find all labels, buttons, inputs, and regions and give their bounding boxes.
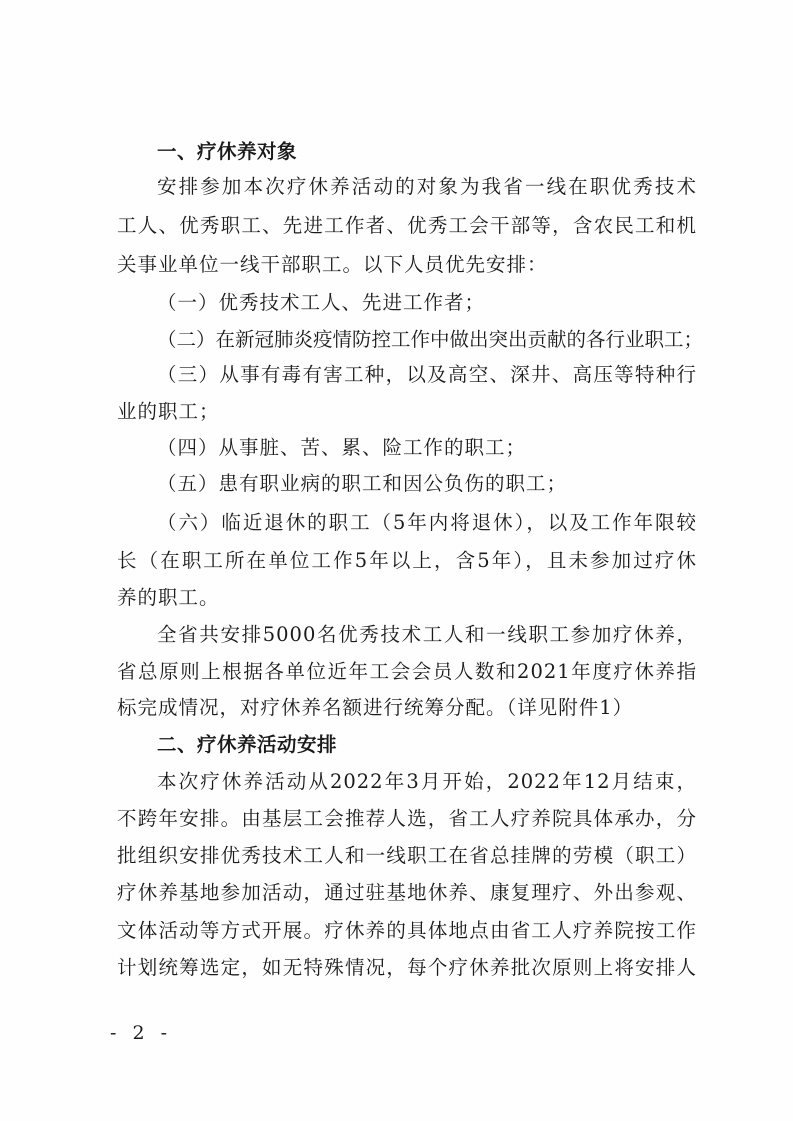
paragraph-line: 省总原则上根据各单位近年工会会员人数和2021年度疗休养指 (117, 660, 697, 683)
list-item: （一）优秀技术工人、先进工作者； (157, 291, 486, 314)
list-item: （四）从事脏、苦、累、险工作的职工； (157, 436, 527, 459)
paragraph-line: 标完成情况，对疗休养名额进行统筹分配。（详见附件1） (117, 696, 634, 719)
page-number: - 2 - (110, 1022, 173, 1044)
list-item: （五）患有职业病的职工和因公负伤的职工； (157, 472, 568, 495)
list-item-continuation: 长（在职工所在单位工作5年以上，含5年），且未参加过疗休 (117, 549, 697, 572)
list-item: （六）临近退休的职工（5年内将退休），以及工作年限较 (157, 511, 697, 534)
paragraph-line: 计划统筹选定，如无特殊情况，每个疗休养批次原则上将安排人 (117, 956, 697, 979)
section-heading-2: 二、疗休养活动安排 (157, 733, 338, 756)
paragraph-line: 不跨年安排。由基层工会推荐人选，省工人疗养院具体承办，分 (117, 807, 697, 830)
list-item: （二）在新冠肺炎疫情防控工作中做出突出贡献的各行业职工； (157, 328, 704, 351)
paragraph-line: 文体活动等方式开展。疗休养的具体地点由省工人疗养院按工作 (117, 919, 697, 942)
section-heading-1: 一、疗休养对象 (157, 140, 298, 163)
paragraph-line: 本次疗休养活动从2022年3月开始，2022年12月结束， (157, 770, 697, 793)
list-item-continuation: 业的职工； (117, 400, 220, 423)
paragraph-line: 关事业单位一线干部职工。以下人员优先安排： (117, 253, 548, 276)
paragraph-line: 全省共安排5000名优秀技术工人和一线职工参加疗休养， (157, 623, 697, 646)
paragraph-line: 疗休养基地参加活动，通过驻基地休养、康复理疗、外出参观、 (117, 881, 697, 904)
paragraph-line: 工人、优秀职工、先进工作者、优秀工会干部等，含农民工和机 (117, 214, 697, 237)
list-item-continuation: 养的职工。 (117, 586, 220, 609)
list-item: （三）从事有毒有害工种，以及高空、深井、高压等特种行 (157, 363, 697, 386)
paragraph-line: 安排参加本次疗休养活动的对象为我省一线在职优秀技术 (157, 175, 697, 198)
paragraph-line: 批组织安排优秀技术工人和一线职工在省总挂牌的劳模（职工） (117, 844, 697, 867)
